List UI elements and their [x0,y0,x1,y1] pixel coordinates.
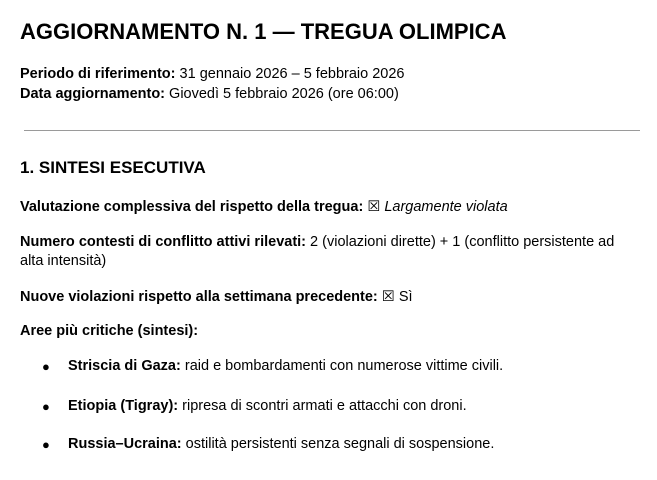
new-violations [20,288,638,307]
bullet-icon: ● [42,399,50,414]
update-date-label: Data aggiornamento: [20,86,166,102]
overall-assessment [20,198,638,217]
critical-areas-heading [20,322,638,341]
reference-period-label: Periodo di riferimento: [20,66,176,82]
horizontal-divider [24,130,640,131]
new-violations-label: Nuove violazioni rispetto alla settimana precedente: [20,289,378,305]
section-heading-executive-summary: 1. SINTESI ESECUTIVA [20,158,206,177]
area-name: Striscia di Gaza: [68,358,181,374]
area-name: Etiopia (Tigray): [68,398,179,414]
active-contexts [20,233,638,271]
checked-box-icon: ☒ [367,199,381,215]
reference-period-line [20,65,404,84]
update-date-line [20,85,399,104]
overall-assessment-value: Largamente violata [384,199,508,215]
area-description: raid e bombardamenti con numerose vittime civili. [184,358,504,374]
area-name: Russia–Ucraina: [68,436,182,452]
new-violations-value: Sì [398,289,413,305]
critical-areas-label: Aree più critiche (sintesi): [20,323,199,339]
active-contexts-value: 2 (violazioni dirette) + 1 (conflitto persistente ad alta intensità) [20,234,615,269]
document-title: AGGIORNAMENTO N. 1 — TREGUA OLIMPICA [20,19,507,44]
bullet-icon: ● [42,359,50,374]
overall-assessment-label: Valutazione complessiva del rispetto della tregua: [20,199,364,215]
bullet-icon: ● [42,437,50,452]
update-date-value: Giovedì 5 febbraio 2026 (ore 06:00) [169,86,399,102]
area-description: ripresa di scontri armati e attacchi con droni. [182,398,467,414]
checked-box-icon: ☒ [381,289,395,305]
reference-period-value: 31 gennaio 2026 – 5 febbraio 2026 [179,66,405,82]
active-contexts-label: Numero contesti di conflitto attivi rilevati: [20,234,307,250]
area-description: ostilità persistenti senza segnali di sospensione. [185,436,495,452]
